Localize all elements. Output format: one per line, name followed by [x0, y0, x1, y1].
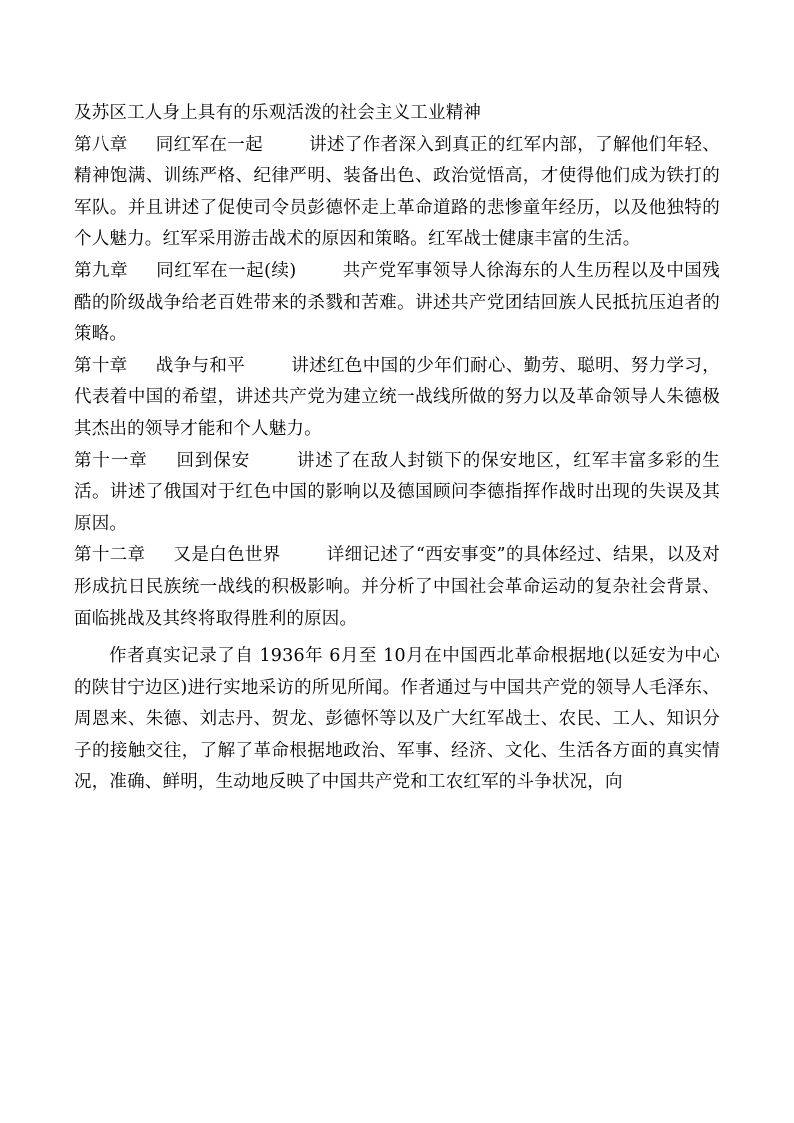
chapter-paragraph-11	[74, 446, 720, 541]
chapter-body: 讲述了在敌人封锁下的保安地区，红军丰富多彩的生活。讲述了俄国对于红色中国的影响以及德国顾问李德指挥作战时出现的失误及其原因。	[74, 450, 720, 534]
chapter-paragraph-12	[74, 540, 720, 635]
chapter-heading: 第十章	[74, 355, 128, 376]
chapter-heading: 第九章	[74, 260, 128, 281]
chapter-body: 共产党军事领导人徐海东的人生历程以及中国残酷的阶级战争给老百姓带来的杀戮和苦难。讲述共产党团结回族人民抵抗压迫者的策略。	[74, 260, 720, 345]
chapter-title: 回到保安	[175, 450, 251, 471]
chapter-heading: 第十二章	[74, 545, 146, 566]
chapter-title: 同红军在一起	[155, 134, 263, 155]
chapter-paragraph-10	[74, 351, 720, 446]
chapter-title: 战争与和平	[155, 355, 246, 376]
chapter-body: 讲述红色中国的少年们耐心、勤劳、聪明、努力学习，代表着中国的希望，讲述共产党为建立统一战线所做的努力以及革命领导人朱德极其杰出的领导才能和个人魅力。	[74, 355, 720, 439]
summary-body: 作者真实记录了自 1936年 6月至 10月在中国西北革命根据地(以延安为中心的陕甘宁边区)进行实地采访的所见所闻。作者通过与中国共产党的领导人毛泽东、周恩来、朱德、刘志丹、贺龙、彭德怀等以及广大红军战士、农民、工人、知识分子的接触交往，了解了革命根据地政治、军事、经济、文化、生活各方面的真实情况，准确、鲜明，生动地反映了中国共产党和工农红军的斗争状况，向	[74, 646, 720, 793]
chapter-title: 又是白色世界	[173, 545, 281, 566]
chapter-body: 详细记述了“西安事变”的具体经过、结果，以及对形成抗日民族统一战线的积极影响。并分析了中国社会革命运动的复杂社会背景、面临挑战及其终将取得胜利的原因。	[74, 545, 720, 629]
chapter-body: 讲述了作者深入到真正的红军内部，了解他们年轻、精神饱满、训练严格、纪律严明、装备出色、政治觉悟高，才使得他们成为铁打的军队。并且讲述了促使司令员彭德怀走上革命道路的悲惨童年经历，以及他独特的个人魅力。红军采用游击战术的原因和策略。红军战士健康丰富的生活。	[74, 134, 720, 250]
chapter-heading: 第八章	[74, 134, 128, 155]
chapter-heading: 第十一章	[74, 450, 148, 471]
paragraph-body: 及苏区工人身上具有的乐观活泼的社会主义工业精神	[74, 103, 482, 123]
chapter-paragraph-9	[74, 256, 720, 351]
paragraph-continuation	[74, 98, 720, 130]
chapter-title: 同红军在一起(续)	[155, 260, 297, 281]
summary-paragraph	[74, 641, 720, 799]
chapter-paragraph-8	[74, 130, 720, 256]
document-page	[74, 98, 720, 799]
